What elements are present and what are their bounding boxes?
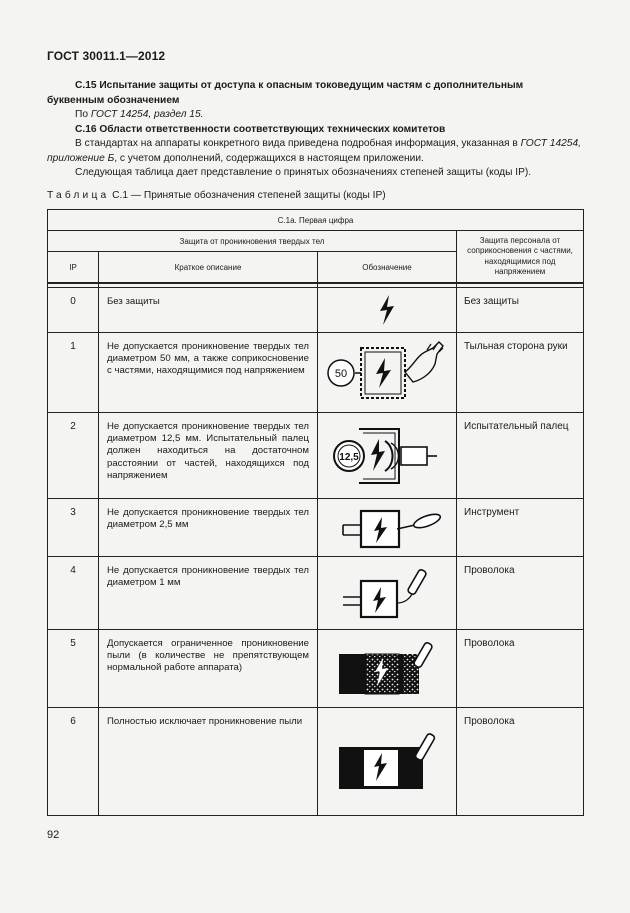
personnel-protection: Проволока — [457, 708, 584, 816]
description: Без защиты — [99, 288, 318, 333]
dust-protected-icon — [321, 638, 453, 700]
table-row — [48, 499, 584, 557]
page-number: 92 — [47, 829, 60, 841]
paragraph-text: В стандартах на аппараты конкретного вида приведена подробная информация, указанная в — [75, 138, 521, 149]
section-c15-heading: С.15 Испытание защиты от доступа к опасным токоведущим частям с дополнительным буквенным обозначением — [47, 80, 524, 106]
ip-code: 6 — [48, 708, 99, 816]
section-c15 — [47, 79, 583, 181]
description: Не допускается проникновение твердых тел диаметром 2,5 мм — [99, 499, 318, 557]
ip-code: 3 — [48, 499, 99, 557]
table-row — [48, 333, 584, 413]
wire-icon — [321, 563, 453, 623]
personnel-protection: Проволока — [457, 630, 584, 708]
table-caption — [47, 190, 386, 201]
table-row — [48, 630, 584, 708]
caption-text: С.1 — Принятые обозначения степеней защиты (коды IP) — [109, 190, 386, 201]
document-header: ГОСТ 30011.1—2012 — [47, 49, 166, 63]
ip-code: 2 — [48, 413, 99, 499]
table-row — [48, 413, 584, 499]
ip-code: 5 — [48, 630, 99, 708]
personnel-protection: Тыльная сторона руки — [457, 333, 584, 413]
ip-code: 1 — [48, 333, 99, 413]
col-header-symbol: Обозначение — [318, 252, 457, 284]
table-subheader: С.1а. Первая цифра — [48, 210, 584, 231]
description: Допускается ограниченное проникновение пыли (в количестве не препятствующем нормальной работе аппарата) — [99, 630, 318, 708]
ip-codes-table — [47, 209, 584, 816]
reference-link: ГОСТ 14254, раздел 15. — [90, 109, 204, 120]
hand-protection-icon — [321, 336, 453, 410]
symbol-cell — [318, 288, 457, 333]
symbol-cell — [318, 557, 457, 630]
symbol-cell — [318, 630, 457, 708]
personnel-protection: Проволока — [457, 557, 584, 630]
table-row — [48, 288, 584, 333]
symbol-cell — [318, 333, 457, 413]
table-row — [48, 708, 584, 816]
col-header-personnel: Защита персонала от соприкосновения с частями, находящимися под напряжением — [457, 231, 584, 284]
description: Полностью исключает проникновение пыли — [99, 708, 318, 816]
personnel-protection: Испытательный палец — [457, 413, 584, 499]
lightning-icon — [372, 293, 402, 327]
description: Не допускается проникновение твердых тел диаметром 12,5 мм. Испытательный палец должен находиться на достаточном расстоянии от частей, находящихся под напряжением — [99, 413, 318, 499]
symbol-cell — [318, 413, 457, 499]
symbol-cell — [318, 708, 457, 816]
test-finger-icon — [321, 421, 453, 491]
reference-prefix: По — [75, 109, 91, 120]
description: Не допускается проникновение твердых тел диаметром 50 мм, а также соприкосновение с частями, находящимися под напряжением — [99, 333, 318, 413]
table-row — [48, 557, 584, 630]
personnel-protection: Без защиты — [457, 288, 584, 333]
diameter-label: 50 — [334, 367, 348, 380]
personnel-protection: Инструмент — [457, 499, 584, 557]
diameter-label: 12,5 — [339, 451, 359, 463]
paragraph-text: , с учетом дополнений, содержащихся в настоящем приложении. — [114, 152, 424, 164]
group-header: Защита от проникновения твердых тел — [48, 231, 457, 252]
col-header-description: Краткое описание — [99, 252, 318, 284]
gost-reference: ГОСТ 14254, приложение Б — [47, 138, 581, 164]
section-c16-heading: С.16 Области ответственности соответствующих технических комитетов — [75, 123, 446, 135]
section-c16-paragraph-1 — [47, 137, 583, 166]
section-c16-paragraph-2: Следующая таблица дает представление о принятых обозначениях степеней защиты (коды IP). — [75, 167, 532, 178]
description: Не допускается проникновение твердых тел диаметром 1 мм — [99, 557, 318, 630]
dust-tight-icon — [321, 729, 453, 795]
ip-code: 4 — [48, 557, 99, 630]
ip-code: 0 — [48, 288, 99, 333]
col-header-ip: IP — [48, 252, 99, 284]
section-c15-reference — [47, 108, 583, 123]
tool-icon — [321, 503, 453, 553]
symbol-cell — [318, 499, 457, 557]
caption-label: Таблица — [47, 190, 110, 201]
